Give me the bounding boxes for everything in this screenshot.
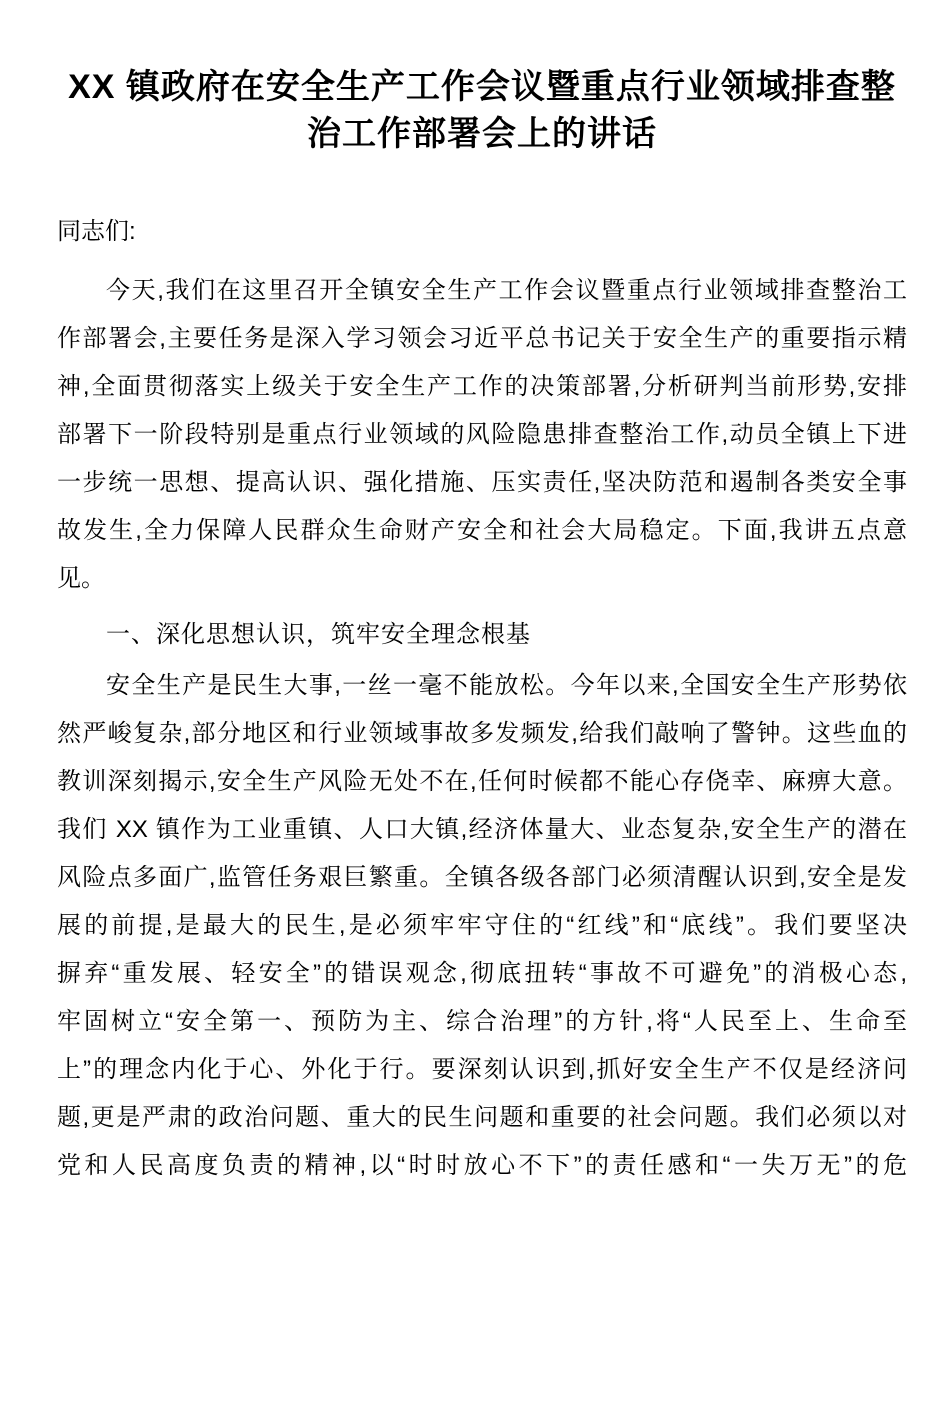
title-line-2: 治工作部署会上的讲话 [307,115,657,153]
text-line: 然严峻复杂,部分地区和行业领域事故多发频发,给我们敲响了警钟。这些血的 [57,720,907,747]
document-page [0,64,950,1408]
text-line: 摒弃“重发展、轻安全”的错误观念,彻底扭转“事故不可避免”的消极心态, [57,960,907,987]
text-line: 作部署会,主要任务是深入学习领会习近平总书记关于安全生产的重要指示精 [57,325,907,352]
text-line: 安全生产是民生大事,一丝一毫不能放松。今年以来,全国安全生产形势依 [106,672,907,699]
text-line: 题,更是严肃的政治问题、重大的民生问题和重要的社会问题。我们必须以对 [57,1104,907,1131]
text-line: 党和人民高度负责的精神,以“时时放心不下”的责任感和“一失万无”的危 [57,1152,907,1179]
opening-paragraph [57,267,907,603]
text-line: 见。 [57,565,105,592]
text-line: 风险点多面广,监管任务艰巨繁重。全镇各级各部门必须清醒认识到,安全是发 [57,864,907,891]
text-line: 教训深刻揭示,安全生产风险无处不在,任何时候都不能心存侥幸、麻痹大意。 [57,768,907,795]
text-line: 上”的理念内化于心、外化于行。要深刻认识到,抓好安全生产不仅是经济问 [57,1056,907,1083]
text-line: 故发生,全力保障人民群众生命财产安全和社会大局稳定。下面,我讲五点意 [57,517,907,544]
section-1-paragraph [57,662,907,1190]
text-line: 牢固树立“安全第一、预防为主、综合治理”的方针,将“人民至上、生命至 [57,1008,907,1035]
title-line-1: XX 镇政府在安全生产工作会议暨重点行业领域排查整 [68,68,896,106]
text-line: 部署下一阶段特别是重点行业领域的风险隐患排查整治工作,动员全镇上下进 [57,421,907,448]
salutation: 同志们: [57,218,136,245]
section-heading-1: 一、深化思想认识，筑牢安全理念根基 [106,621,531,648]
text-line: 我们 XX 镇作为工业重镇、人口大镇,经济体量大、业态复杂,安全生产的潜在 [57,816,907,843]
document-title [57,64,907,158]
text-line: 展的前提,是最大的民生,是必须牢牢守住的“红线”和“底线”。我们要坚决 [57,912,907,939]
text-line: 今天,我们在这里召开全镇安全生产工作会议暨重点行业领域排查整治工 [106,277,907,304]
text-line: 一步统一思想、提高认识、强化措施、压实责任,坚决防范和遏制各类安全事 [57,469,907,496]
text-line: 神,全面贯彻落实上级关于安全生产工作的决策部署,分析研判当前形势,安排 [57,373,907,400]
